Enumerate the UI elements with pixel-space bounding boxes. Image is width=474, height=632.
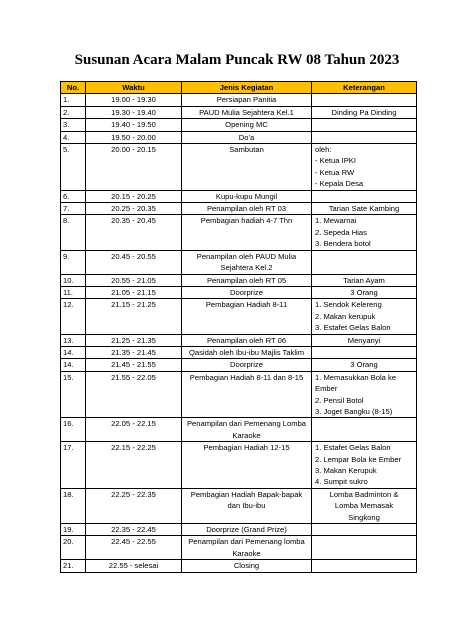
notes-line: Tarian Sate Kambing bbox=[328, 204, 400, 214]
table-row bbox=[61, 442, 417, 489]
row-activity: Doorprize bbox=[182, 286, 312, 298]
table-row bbox=[61, 346, 417, 358]
row-time: 20.00 - 20.15 bbox=[86, 144, 182, 191]
row-time: 21.35 - 21.45 bbox=[86, 346, 182, 358]
row-time: 22.55 - selesai bbox=[86, 560, 182, 572]
row-activity: Penampilan oleh RT 06 bbox=[182, 334, 312, 346]
row-activity: Pembagian Hadiah 8-11 dan 8-15 bbox=[182, 371, 312, 418]
row-time: 19.40 - 19.50 bbox=[86, 119, 182, 131]
notes-line: Singkong bbox=[348, 512, 380, 522]
row-notes bbox=[312, 203, 417, 215]
row-activity: Penampilan oleh PAUD Mulia Sejahtera Kel.2 bbox=[182, 250, 312, 274]
row-notes bbox=[312, 215, 417, 250]
notes-line: 2. Sepeda Hias bbox=[315, 227, 367, 237]
row-notes bbox=[312, 286, 417, 298]
row-time: 22.35 - 22.45 bbox=[86, 524, 182, 536]
row-number: 17. bbox=[61, 442, 86, 489]
row-notes bbox=[312, 299, 417, 334]
notes-line: 3 Orang bbox=[350, 360, 378, 370]
notes-line: 3. Joget Bangku (8-15) bbox=[315, 406, 393, 416]
row-notes bbox=[312, 418, 417, 442]
row-number: 4. bbox=[61, 131, 86, 143]
row-number: 18. bbox=[61, 488, 86, 523]
notes-line: Lomba Memasak bbox=[334, 501, 394, 511]
row-activity: Pembagian Hadiah Bapak-bapak dan Ibu-ibu bbox=[182, 488, 312, 523]
row-number: 6. bbox=[61, 190, 86, 202]
row-notes bbox=[312, 131, 417, 143]
row-number: 11. bbox=[61, 286, 86, 298]
row-number: 3. bbox=[61, 119, 86, 131]
row-notes bbox=[312, 274, 417, 286]
row-activity: Do'a bbox=[182, 131, 312, 143]
notes-line: 1. Estafet Gelas Balon bbox=[315, 443, 391, 453]
table-row bbox=[61, 215, 417, 250]
notes-line: 4. Sumpit sukro bbox=[315, 477, 368, 487]
row-notes bbox=[312, 488, 417, 523]
row-notes bbox=[312, 119, 417, 131]
row-time: 21.25 - 21.35 bbox=[86, 334, 182, 346]
table-row bbox=[61, 119, 417, 131]
table-row bbox=[61, 359, 417, 371]
row-number: 8. bbox=[61, 215, 86, 250]
row-notes bbox=[312, 144, 417, 191]
row-activity: Penampilan oleh RT 05 bbox=[182, 274, 312, 286]
schedule-table bbox=[60, 81, 417, 573]
row-time: 20.25 - 20.35 bbox=[86, 203, 182, 215]
table-row bbox=[61, 106, 417, 118]
table-header-row bbox=[61, 82, 417, 94]
row-number: 12. bbox=[61, 299, 86, 334]
table-row bbox=[61, 488, 417, 523]
document-title: Susunan Acara Malam Puncak RW 08 Tahun 2023 bbox=[74, 52, 400, 68]
notes-line: 2. Pensil Botol bbox=[315, 395, 364, 405]
notes-line: - Kepala Desa bbox=[315, 179, 364, 189]
notes-line: 2. Lempar Bola ke Ember bbox=[315, 454, 402, 464]
row-time: 20.15 - 20.25 bbox=[86, 190, 182, 202]
table-row bbox=[61, 274, 417, 286]
notes-line: 3. Bendera botol bbox=[315, 239, 371, 249]
row-notes bbox=[312, 359, 417, 371]
row-time: 21.55 - 22.05 bbox=[86, 371, 182, 418]
row-time: 19.30 - 19.40 bbox=[86, 106, 182, 118]
row-number: 21. bbox=[61, 560, 86, 572]
table-row bbox=[61, 286, 417, 298]
row-time: 22.45 - 22.55 bbox=[86, 536, 182, 560]
notes-line: Menyanyi bbox=[347, 335, 381, 345]
notes-line: 3. Makan Kerupuk bbox=[315, 466, 377, 475]
row-time: 19.50 - 20.00 bbox=[86, 131, 182, 143]
row-activity: Pembagian Hadiah 8-11 bbox=[182, 299, 312, 334]
notes-line: oleh: bbox=[315, 145, 332, 155]
row-number: 14. bbox=[61, 346, 86, 358]
row-activity: Closing bbox=[182, 560, 312, 572]
row-activity: Doorprize (Grand Prize) bbox=[182, 524, 312, 536]
row-time: 21.45 - 21.55 bbox=[86, 359, 182, 371]
schedule-body bbox=[61, 94, 417, 572]
table-row bbox=[61, 334, 417, 346]
table-row bbox=[61, 144, 417, 191]
row-number: 7. bbox=[61, 203, 86, 215]
row-number: 13. bbox=[61, 334, 86, 346]
notes-line: - Ketua RW bbox=[315, 167, 355, 177]
row-number: 5. bbox=[61, 144, 86, 191]
table-row bbox=[61, 203, 417, 215]
row-activity: Pembagian Hadiah 12-15 bbox=[182, 442, 312, 489]
row-number: 1. bbox=[61, 94, 86, 106]
header-waktu: Waktu bbox=[86, 82, 182, 94]
row-notes bbox=[312, 560, 417, 572]
notes-line: 2. Makan kerupuk bbox=[315, 311, 376, 321]
notes-line: Dinding Pa Dinding bbox=[331, 107, 397, 117]
table-row bbox=[61, 536, 417, 560]
row-notes bbox=[312, 371, 417, 418]
row-notes bbox=[312, 334, 417, 346]
row-number: 20. bbox=[61, 536, 86, 560]
row-activity: Doorprize bbox=[182, 359, 312, 371]
row-time: 20.45 - 20.55 bbox=[86, 250, 182, 274]
notes-line: 1. Sendok Kelereng bbox=[315, 300, 382, 310]
notes-line: 3. Estafet Gelas Balon bbox=[315, 323, 391, 333]
row-number: 14. bbox=[61, 359, 86, 371]
notes-line: Lomba Badminton & bbox=[329, 489, 399, 499]
table-row bbox=[61, 418, 417, 442]
row-activity: Kupu-kupu Mungil bbox=[182, 190, 312, 202]
row-time: 20.35 - 20.45 bbox=[86, 215, 182, 250]
table-row bbox=[61, 371, 417, 418]
row-activity: Persiapan Panitia bbox=[182, 94, 312, 106]
row-notes bbox=[312, 346, 417, 358]
table-row bbox=[61, 299, 417, 334]
notes-line: Tarian Ayam bbox=[343, 275, 385, 285]
table-row bbox=[61, 524, 417, 536]
row-notes bbox=[312, 190, 417, 202]
notes-line: 3 Orang bbox=[350, 287, 378, 297]
row-number: 10. bbox=[61, 274, 86, 286]
row-time: 21.05 - 21.15 bbox=[86, 286, 182, 298]
row-notes bbox=[312, 94, 417, 106]
row-notes bbox=[312, 442, 417, 489]
row-notes bbox=[312, 250, 417, 274]
row-number: 16. bbox=[61, 418, 86, 442]
notes-line: - Ketua IPKI bbox=[315, 156, 356, 166]
row-activity: Sambutan bbox=[182, 144, 312, 191]
table-row bbox=[61, 94, 417, 106]
row-time: 22.15 - 22.25 bbox=[86, 442, 182, 489]
notes-line: 1. Mewarnai bbox=[315, 216, 357, 226]
row-time: 19.00 - 19.30 bbox=[86, 94, 182, 106]
table-row bbox=[61, 190, 417, 202]
header-keterangan: Keterangan bbox=[312, 82, 417, 94]
row-number: 2. bbox=[61, 106, 86, 118]
row-time: 22.05 - 22.15 bbox=[86, 418, 182, 442]
row-activity: Penampilan dari Pemenang lomba Karaoke bbox=[182, 536, 312, 560]
row-time: 22.25 - 22.35 bbox=[86, 488, 182, 523]
notes-line: 1. Memasukkan Bola ke Ember bbox=[315, 372, 397, 394]
table-row bbox=[61, 131, 417, 143]
row-activity: Pembagian hadiah 4-7 Thn bbox=[182, 215, 312, 250]
row-activity: Opening MC bbox=[182, 119, 312, 131]
row-notes bbox=[312, 106, 417, 118]
row-activity: PAUD Mulia Sejahtera Kel.1 bbox=[182, 106, 312, 118]
header-no: No. bbox=[61, 82, 86, 94]
row-notes bbox=[312, 536, 417, 560]
row-number: 15. bbox=[61, 371, 86, 418]
row-time: 20.55 - 21.05 bbox=[86, 274, 182, 286]
table-row bbox=[61, 250, 417, 274]
header-jenis-kegiatan: Jenis Kegiatan bbox=[182, 82, 312, 94]
table-row bbox=[61, 560, 417, 572]
row-activity: Qasidah oleh Ibu-ibu Majlis Taklim bbox=[182, 346, 312, 358]
row-number: 9. bbox=[61, 250, 86, 274]
row-number: 19. bbox=[61, 524, 86, 536]
row-time: 21.15 - 21.25 bbox=[86, 299, 182, 334]
row-notes bbox=[312, 524, 417, 536]
row-activity: Penampilan dari Pemenang Lomba Karaoke bbox=[182, 418, 312, 442]
row-activity: Penampilan oleh RT 03 bbox=[182, 203, 312, 215]
